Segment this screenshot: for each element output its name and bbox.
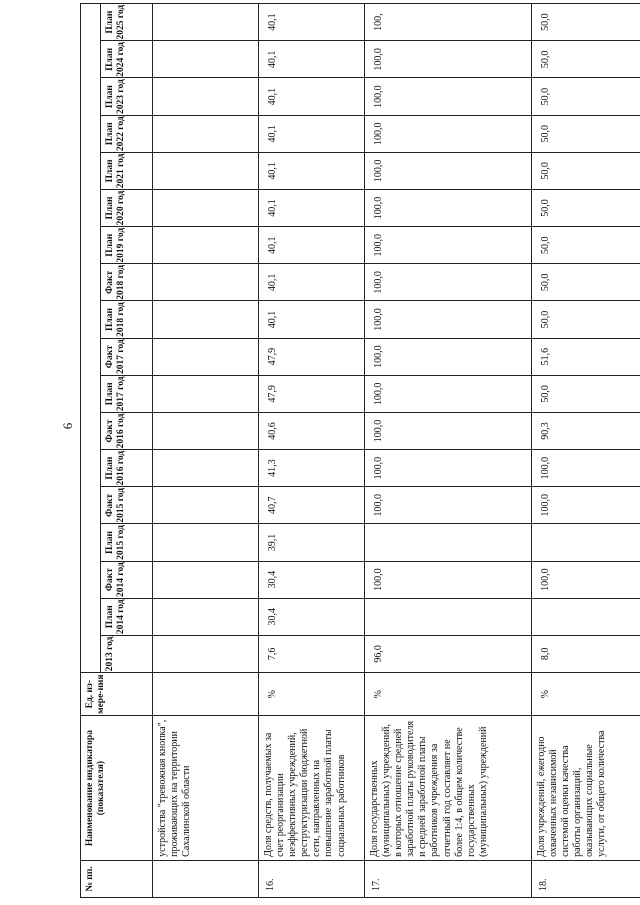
row-value: 47,9 [259,375,365,412]
row-value: 30,4 [259,561,365,598]
row-value: 40,1 [259,78,365,115]
row-value: 100,0 [532,450,640,487]
page-number: 6 [60,422,75,430]
row-value: 50,0 [532,115,640,152]
header-col-13: План 2022 год [101,115,153,152]
rotated-table-container [80,3,608,898]
row-value [153,561,259,598]
row-value-2013 [153,635,259,672]
row-value: 100,0 [365,264,532,301]
row-value: 90,3 [532,412,640,449]
row-value: 50,0 [532,41,640,78]
header-col-16: План 2025 год [101,4,153,41]
header-col-5: Факт 2016 год [101,412,153,449]
row-value: 50,0 [532,375,640,412]
table-row [532,4,640,898]
row-unit: % [259,673,365,716]
row-number: 18. [532,860,640,897]
row-value [153,301,259,338]
header-col-6: План 2017 год [101,375,153,412]
row-value: 40,1 [259,4,365,41]
row-value: 50,0 [532,301,640,338]
row-value: 50,0 [532,152,640,189]
table-row [365,4,532,898]
header-col-1: Факт 2014 год [101,561,153,598]
header-col-14: План 2023 год [101,78,153,115]
row-value: 47,9 [259,338,365,375]
row-unit: % [365,673,532,716]
row-value: 40,1 [259,227,365,264]
table-row [153,4,259,898]
row-value-2013: 8,0 [532,635,640,672]
row-value: 50,0 [532,4,640,41]
row-indicator-name: Доля средств, получаемых за счет реорганизации неэффективных учреждений, реструктуризации бюджетной сети, направленных на повышение заработной платы социальных работников [259,716,365,861]
row-value: 30,4 [259,598,365,635]
row-number: 16. [259,860,365,897]
row-value: 40,1 [259,189,365,226]
row-value [365,524,532,561]
row-value: 100,0 [365,412,532,449]
row-value: 50,0 [532,227,640,264]
row-value: 100,0 [365,375,532,412]
row-number: 17. [365,860,532,897]
header-col-2: План 2015 год [101,524,153,561]
row-value-2013: 96,0 [365,635,532,672]
row-value: 40,1 [259,41,365,78]
row-unit [153,673,259,716]
row-value: 100,0 [532,487,640,524]
row-value [365,598,532,635]
row-value: 100,0 [365,227,532,264]
row-value: 40,6 [259,412,365,449]
row-value [153,338,259,375]
row-value: 39,1 [259,524,365,561]
row-value [153,412,259,449]
row-value: 100,0 [532,561,640,598]
header-col-8: План 2018 год [101,301,153,338]
header-values-group [81,4,101,673]
row-value [153,152,259,189]
header-col-12: План 2021 год [101,152,153,189]
row-value [153,115,259,152]
row-value: 100,0 [365,487,532,524]
header-col-0: План 2014 год [101,598,153,635]
row-value: 100, [365,4,532,41]
header-col-11: План 2020 год [101,189,153,226]
header-col-3: Факт 2015 год [101,487,153,524]
row-value: 50,0 [532,78,640,115]
row-value: 51,6 [532,338,640,375]
row-value [153,375,259,412]
row-indicator-name: Доля учреждений, ежегодно охваченных независимой системой оценки качества работы организаций, оказывающих социальные услуги, от общего количества [532,716,640,861]
header-unit: Ед. из-мере-ния [81,673,153,716]
row-value [153,227,259,264]
row-value: 50,0 [532,189,640,226]
row-value: 40,1 [259,115,365,152]
row-value [153,264,259,301]
header-col-10: План 2019 год [101,227,153,264]
row-indicator-name: устройства "тревожная кнопка", проживающих на территории Сахалинской области [153,716,259,861]
row-value: 100,0 [365,301,532,338]
row-value: 40,1 [259,301,365,338]
row-value [153,4,259,41]
row-value [153,189,259,226]
header-col-15: План 2024 год [101,41,153,78]
row-value [153,78,259,115]
row-value: 100,0 [365,338,532,375]
row-value [153,598,259,635]
indicators-table [80,3,640,898]
header-year-2013: 2013 год [101,635,153,672]
row-value: 41,3 [259,450,365,487]
row-value: 50,0 [532,264,640,301]
row-value: 40,1 [259,264,365,301]
row-value-2013: 7,6 [259,635,365,672]
header-name: Наименование индикатора (показателя) [81,716,153,861]
header-col-7: Факт 2017 год [101,338,153,375]
row-value: 100,0 [365,561,532,598]
row-value: 100,0 [365,189,532,226]
row-value: 100,0 [365,41,532,78]
row-value [153,450,259,487]
header-num: № пп. [81,860,153,897]
row-number [153,860,259,897]
row-value: 40,1 [259,152,365,189]
row-value: 100,0 [365,115,532,152]
table-row [259,4,365,898]
row-value [532,598,640,635]
row-indicator-name: Доля государственных (муниципальных) учреждений, в которых отношение средней заработной платы руководителя и средней заработной платы работников учреждения за отчетный год составляет не более 1:4, в общем количестве государственных (муниципальных) учреждений [365,716,532,861]
row-value [153,524,259,561]
row-unit: % [532,673,640,716]
row-value: 100,0 [365,78,532,115]
row-value [153,487,259,524]
row-value [153,41,259,78]
row-value: 100,0 [365,450,532,487]
row-value [532,524,640,561]
row-value: 40,7 [259,487,365,524]
row-value: 100,0 [365,152,532,189]
header-col-4: План 2016 год [101,450,153,487]
header-col-9: Факт 2018 год [101,264,153,301]
